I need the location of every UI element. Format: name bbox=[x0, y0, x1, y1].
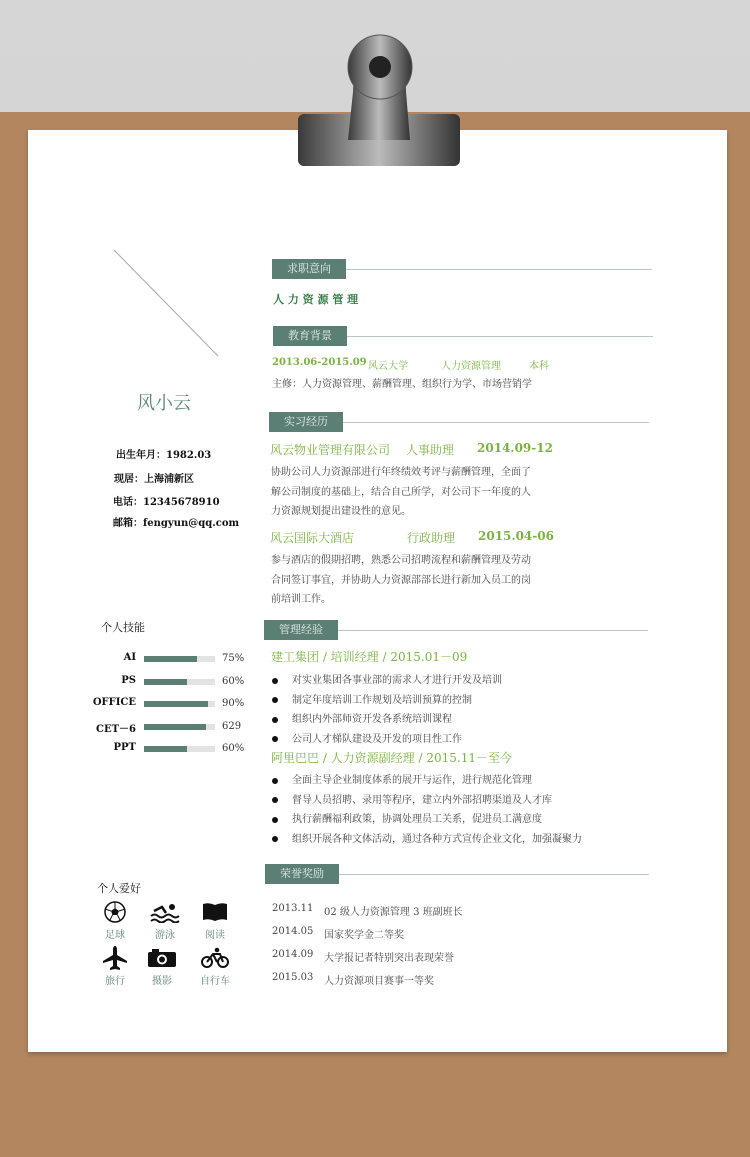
soccer-icon bbox=[104, 901, 126, 923]
birth-date: 出生年月：1982.03 bbox=[116, 450, 212, 461]
skill-bar bbox=[144, 679, 215, 685]
camera-icon bbox=[147, 948, 177, 968]
honor-date: 2015.03 bbox=[272, 972, 314, 983]
skill-bar bbox=[144, 656, 215, 662]
intern-desc-line: 力资源规划提出建设性的意见。 bbox=[271, 506, 411, 517]
edu-period: 2013.06-2015.09 bbox=[272, 357, 367, 368]
intern-desc-line: 前培训工作。 bbox=[271, 594, 331, 605]
skill-bar-fill bbox=[144, 746, 187, 752]
mgmt-bullet: 执行薪酬福利政策，协调处理员工关系，促进员工满意度 bbox=[272, 810, 542, 825]
skill-bar bbox=[144, 746, 215, 752]
decorative-diagonal-line bbox=[112, 248, 220, 358]
honor-text: 02 级人力资源管理 3 班副班长 bbox=[324, 907, 463, 918]
skill-value: 629 bbox=[222, 720, 242, 732]
section-education: 教育背景 bbox=[273, 326, 653, 346]
bullet-icon bbox=[272, 736, 278, 742]
hobbies-title: 个人爱好 bbox=[97, 882, 141, 895]
phone: 电话：12345678910 bbox=[113, 497, 220, 508]
intern-date: 2015.04-06 bbox=[478, 529, 554, 543]
skill-value: 60% bbox=[222, 675, 245, 687]
hobby-soccer: 足球 bbox=[95, 900, 135, 941]
skills-title: 个人技能 bbox=[101, 621, 145, 634]
bicycle-icon bbox=[201, 947, 229, 969]
plane-icon bbox=[102, 946, 128, 970]
honor-date: 2013.11 bbox=[272, 903, 314, 914]
honor-text: 大学报记者特别突出表现荣誉 bbox=[324, 953, 454, 964]
bullet-icon bbox=[272, 678, 278, 684]
hobby-reading: 阅读 bbox=[195, 900, 235, 941]
honor-date: 2014.09 bbox=[272, 949, 314, 960]
honor-text: 人力资源项目赛事一等奖 bbox=[324, 976, 434, 987]
candidate-name: 风小云 bbox=[137, 393, 191, 414]
hobby-swimming: 游泳 bbox=[145, 900, 185, 941]
skill-bar-fill bbox=[144, 701, 208, 707]
mgmt-bullet: 制定年度培训工作规划及培训预算的控制 bbox=[272, 691, 472, 706]
honor-text: 国家奖学金二等奖 bbox=[324, 930, 404, 941]
edu-school: 风云大学 bbox=[368, 361, 408, 372]
intern-desc-line: 解公司制度的基础上，结合自己所学，对公司下一年度的人 bbox=[271, 486, 531, 498]
objective-value: 人 力 资 源 管 理 bbox=[273, 293, 359, 306]
section-internship: 实习经历 bbox=[269, 412, 649, 432]
skill-bar-fill bbox=[144, 679, 187, 685]
skill-bar-fill bbox=[144, 724, 206, 730]
bullet-icon bbox=[272, 778, 278, 784]
section-honors: 荣誉奖励 bbox=[265, 864, 649, 884]
hobby-cycling: 自行车 bbox=[195, 946, 235, 987]
skill-name: PPT bbox=[113, 742, 136, 753]
mgmt-bullet: 组织内外部师资开发各系统培训课程 bbox=[272, 710, 452, 725]
bullet-icon bbox=[272, 717, 278, 723]
intern-desc-line: 协助公司人力资源部进行年终绩效考评与薪酬管理，全面了 bbox=[271, 467, 531, 478]
mgmt-bullet: 组织开展各种文体活动，通过各种方式宣传企业文化，加强凝聚力 bbox=[272, 830, 582, 845]
mgmt-bullet: 督导人员招聘、录用等程序，建立内外部招聘渠道及人才库 bbox=[272, 791, 552, 806]
mgmt-header: 阿里巴巴 / 人力资源副经理 / 2015.11－至今 bbox=[271, 751, 512, 765]
section-management: 管理经验 bbox=[264, 620, 648, 640]
mgmt-bullet: 对实业集团各事业部的需求人才进行开发及培训 bbox=[272, 671, 502, 686]
honor-date: 2014.05 bbox=[272, 926, 314, 937]
edu-major: 人力资源管理 bbox=[441, 361, 501, 372]
mgmt-bullet: 公司人才梯队建设及开发的项目性工作 bbox=[272, 730, 462, 745]
skill-value: 90% bbox=[222, 698, 245, 709]
skill-bar bbox=[144, 701, 215, 707]
hobby-travel: 旅行 bbox=[95, 946, 135, 987]
book-icon bbox=[202, 902, 228, 922]
skill-value: 60% bbox=[222, 743, 245, 754]
skill-bar bbox=[144, 724, 215, 730]
section-objective: 求职意向 bbox=[272, 259, 652, 279]
mgmt-bullet: 全面主导企业制度体系的展开与运作，进行规范化管理 bbox=[272, 771, 532, 786]
skill-name: CET－6 bbox=[96, 723, 136, 735]
edu-courses: 主修：人力资源管理、薪酬管理、组织行为学、市场营销学 bbox=[272, 379, 532, 390]
intern-role: 人事助理 bbox=[406, 443, 455, 457]
residence: 现居：上海浦新区 bbox=[114, 474, 194, 485]
mgmt-header: 建工集团 / 培训经理 / 2015.01－09 bbox=[271, 650, 468, 664]
skill-name: PS bbox=[121, 674, 136, 686]
bullet-icon bbox=[272, 697, 278, 703]
intern-company: 风云国际大酒店 bbox=[270, 531, 355, 545]
intern-date: 2014.09-12 bbox=[477, 441, 553, 455]
intern-company: 风云物业管理有限公司 bbox=[270, 443, 391, 457]
bullet-icon bbox=[272, 836, 278, 842]
intern-desc-line: 参与酒店的假期招聘，熟悉公司招聘流程和薪酬管理及劳动 bbox=[271, 555, 531, 566]
bullet-icon bbox=[272, 797, 278, 803]
swim-icon bbox=[150, 901, 180, 923]
intern-role: 行政助理 bbox=[407, 531, 456, 545]
skill-value: 75% bbox=[222, 653, 245, 664]
bullet-icon bbox=[272, 817, 278, 823]
skill-name: AI bbox=[123, 652, 136, 663]
skill-name: OFFICE bbox=[92, 697, 136, 708]
intern-desc-line: 合同签订事宜，并协助人力资源部部长进行新加入员工的岗 bbox=[271, 574, 531, 586]
hobby-photography: 摄影 bbox=[142, 946, 182, 987]
skill-bar-fill bbox=[144, 656, 197, 662]
edu-degree: 本科 bbox=[529, 361, 549, 372]
email: 邮箱：fengyun@qq.com bbox=[113, 518, 240, 529]
binder-clip-icon bbox=[298, 22, 460, 172]
